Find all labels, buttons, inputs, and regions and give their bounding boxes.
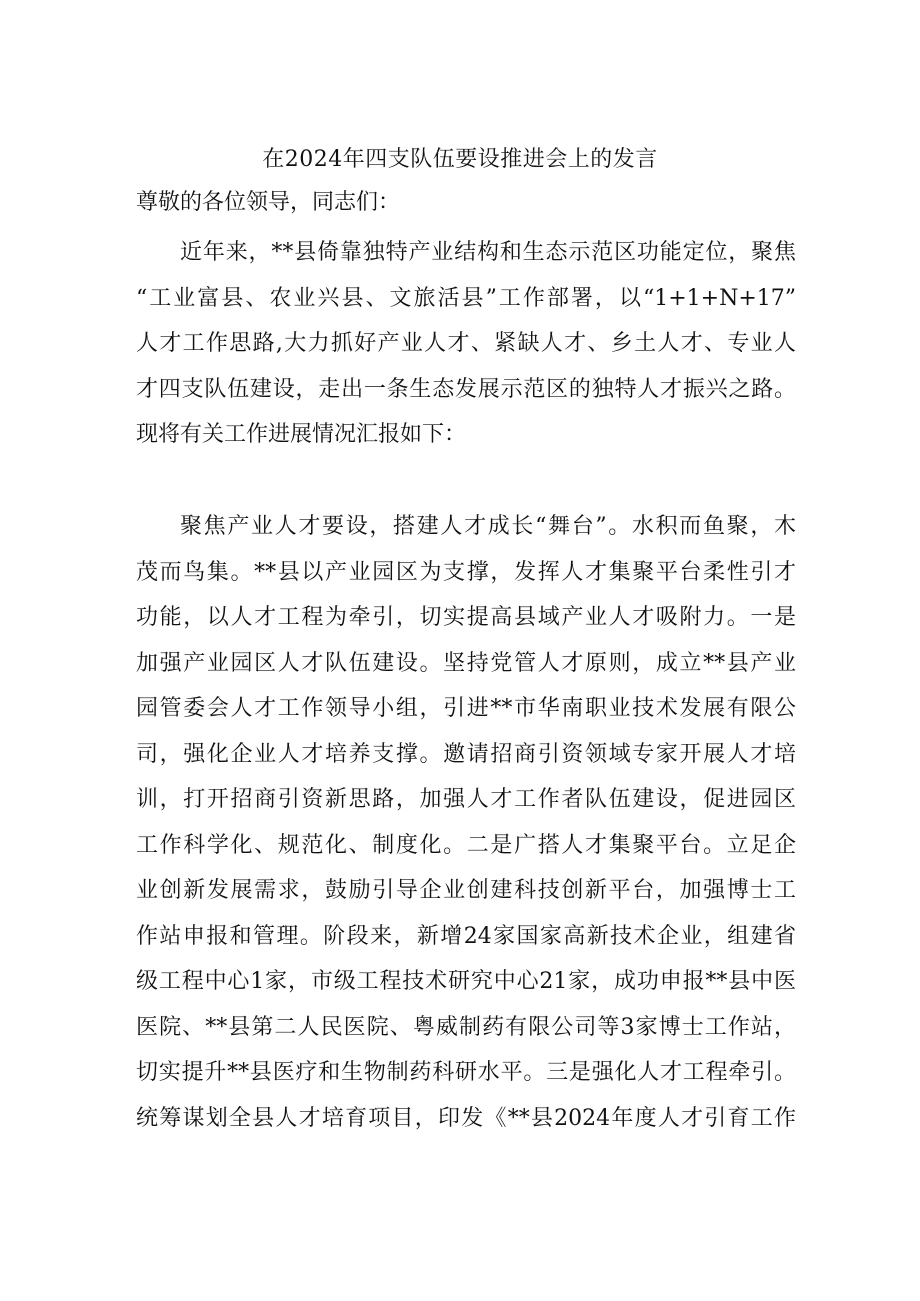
paragraph-line: “工业富县、农业兴县、文旅活县”工作部署，以“1+1+N+17” xyxy=(136,285,796,311)
paragraph-industry-talent xyxy=(136,504,796,1141)
paragraph-line: 训，打开招商引资新思路，加强人才工作者队伍建设，促进园区 xyxy=(136,787,796,812)
paragraph-line: 人才工作思路,大力抓好产业人才、紧缺人才、乡土人才、专业人 xyxy=(136,331,796,356)
paragraph-intro xyxy=(136,230,796,458)
paragraph-line: 现将有关工作进展情况汇报如下： xyxy=(136,422,467,447)
paragraph-line: 茂而鸟集。**县以产业园区为支撑，发挥人才集聚平台柔性引才 xyxy=(136,559,796,585)
paragraph-line: 功能，以人才工程为牵引，切实提高县域产业人才吸附力。一是 xyxy=(136,605,796,630)
paragraph-line: 园管委会人才工作领导小组，引进**市华南职业技术发展有限公 xyxy=(136,696,796,721)
paragraph-line: 业创新发展需求，鼓励引导企业创建科技创新平台，加强博士工 xyxy=(136,878,796,903)
paragraph-line: 医院、**县第二人民医院、粤威制药有限公司等3家博士工作站， xyxy=(136,1014,796,1040)
paragraph-line: 级工程中心1家，市级工程技术研究中心21家，成功申报**县中医 xyxy=(136,969,796,994)
paragraph-line: 近年来，**县倚靠独特产业结构和生态示范区功能定位，聚焦 xyxy=(180,240,796,265)
document-title: 在2024年四支队伍要设推进会上的发言 xyxy=(262,147,658,172)
salutation: 尊敬的各位领导，同志们： xyxy=(136,190,401,215)
paragraph-line: 作站申报和管理。阶段来，新增24家国家高新技术企业，组建省 xyxy=(136,923,796,949)
paragraph-line: 聚焦产业人才要设，搭建人才成长“舞台”。水积而鱼聚，木 xyxy=(180,514,796,539)
paragraph-line: 司，强化企业人才培养支撑。邀请招商引资领域专家开展人才培 xyxy=(136,741,796,767)
paragraph-line: 才四支队伍建设，走出一条生态发展示范区的独特人才振兴之路。 xyxy=(136,376,796,402)
paragraph-line: 工作科学化、规范化、制度化。二是广搭人才集聚平台。立足企 xyxy=(136,832,796,858)
paragraph-line: 切实提升**县医疗和生物制药科研水平。三是强化人才工程牵引。 xyxy=(136,1060,796,1085)
paragraph-line: 统筹谋划全县人才培育项目，印发《**县2024年度人才引育工作 xyxy=(136,1105,796,1131)
paragraph-line: 加强产业园区人才队伍建设。坚持党管人才原则，成立**县产业 xyxy=(136,650,796,676)
